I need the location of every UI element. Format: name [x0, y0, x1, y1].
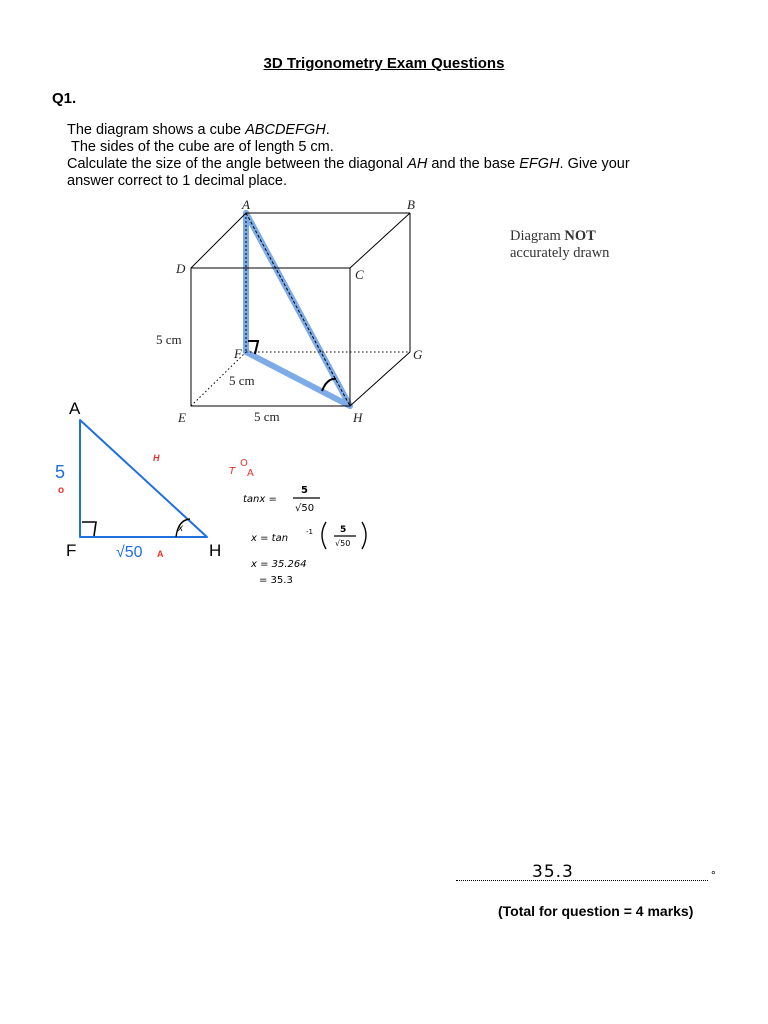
question-number: Q1.	[52, 90, 77, 107]
question-line-1-prefix: The diagram shows a cube	[67, 122, 246, 138]
cube-name: ABCDEFGH	[245, 122, 326, 138]
side-fh-value: √50	[116, 544, 143, 561]
working-triangle	[55, 399, 221, 561]
step2-lhs: x = tan	[251, 533, 289, 544]
vertex-label-c: C	[355, 267, 364, 282]
total-marks: (Total for question = 4 marks)	[498, 903, 694, 919]
diagram-note-prefix: Diagram	[510, 228, 565, 244]
toa-a: A	[247, 468, 254, 479]
triangle-vertex-a: A	[69, 399, 81, 418]
step2-right-paren	[362, 522, 366, 549]
answer-dotted-line	[456, 880, 708, 881]
toa-o: O	[240, 458, 248, 469]
question-line-3-suffix: . Give your	[559, 156, 630, 172]
cube-edge-da	[191, 213, 246, 268]
step2-left-paren	[322, 522, 326, 549]
side-label-vertical: 5 cm	[156, 332, 182, 347]
answer-value: 35.3	[532, 862, 574, 882]
angle-label: x	[178, 523, 183, 534]
cube-front-face	[191, 268, 350, 406]
diagram-note-emphasis: NOT	[564, 228, 596, 244]
cube-edge-hg	[350, 352, 410, 406]
step2-denominator: √50	[335, 539, 351, 548]
step1-lhs: tanx =	[243, 494, 277, 505]
vertex-label-f: F	[234, 346, 242, 361]
vertex-label-g: G	[413, 347, 423, 362]
step1-numerator: 5	[301, 485, 308, 496]
cube-side-labels	[156, 332, 280, 424]
cube-edge-cb	[350, 213, 410, 268]
triangle-vertex-f: F	[66, 541, 77, 560]
toa-t: T	[229, 466, 236, 477]
hypotenuse-tag: H	[153, 453, 160, 463]
side-af-tag: o	[58, 485, 65, 496]
diagonal-name: AH	[407, 156, 428, 172]
side-fh-tag: A	[157, 549, 164, 559]
vertex-label-a: A	[242, 197, 250, 212]
step3: x = 35.264	[251, 559, 307, 570]
base-name: EFGH	[519, 156, 560, 172]
vertex-label-d: D	[176, 261, 186, 276]
question-line-2: The sides of the cube are of length 5 cm.	[71, 139, 334, 155]
step1-denominator: √50	[295, 503, 315, 514]
question-line-4: answer correct to 1 decimal place.	[67, 173, 288, 189]
side-af-value: 5	[55, 462, 66, 482]
question-line-3-mid: and the base	[427, 156, 520, 172]
side-label-bottom: 5 cm	[254, 409, 280, 424]
triangle-vertex-h: H	[209, 541, 222, 560]
vertex-label-b: B	[407, 197, 415, 212]
step2-numerator: 5	[340, 525, 347, 535]
vertex-label-h: H	[353, 410, 363, 425]
diagram-note-line-2: accurately drawn	[510, 245, 610, 261]
step2-exponent: -1	[306, 528, 313, 536]
side-label-depth: 5 cm	[229, 373, 255, 388]
question-line-1-suffix: .	[325, 122, 330, 138]
cube-diagram	[191, 213, 410, 406]
page-title: 3D Trigonometry Exam Questions	[263, 55, 505, 72]
answer-unit: °	[711, 868, 716, 882]
question-line-3-prefix: Calculate the size of the angle between the diagonal	[67, 156, 408, 172]
step4: = 35.3	[259, 575, 293, 586]
answer-row	[456, 862, 726, 886]
right-angle-mark	[82, 522, 96, 536]
working-steps	[229, 458, 366, 586]
vertex-label-e: E	[178, 410, 186, 425]
